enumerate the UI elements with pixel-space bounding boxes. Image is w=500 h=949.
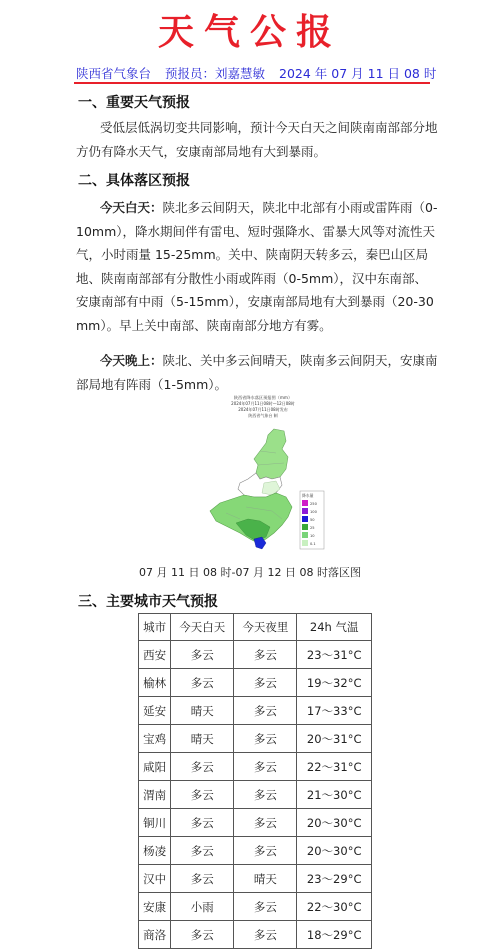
cell-day-weather: 多云	[171, 837, 234, 865]
legend-label: 250	[310, 502, 317, 506]
cell-temperature: 17～33°C	[297, 697, 372, 725]
cell-night-weather: 晴天	[234, 865, 297, 893]
cell-temperature: 20～31°C	[297, 725, 372, 753]
legend-swatch	[302, 500, 308, 506]
cell-day-weather: 小雨	[171, 893, 234, 921]
legend-swatch	[302, 508, 308, 514]
cell-city: 安康	[139, 893, 171, 921]
cell-night-weather: 多云	[234, 669, 297, 697]
table-row	[139, 865, 372, 893]
night-label: 今天晚上：	[100, 353, 163, 368]
cell-day-weather: 多云	[171, 809, 234, 837]
cell-night-weather: 多云	[234, 809, 297, 837]
cell-city: 延安	[139, 697, 171, 725]
cell-night-weather: 多云	[234, 921, 297, 949]
cell-temperature: 22～31°C	[297, 753, 372, 781]
precipitation-map	[196, 393, 330, 563]
agency: 陕西省气象台	[76, 66, 152, 81]
cell-city: 商洛	[139, 921, 171, 949]
cell-day-weather: 晴天	[171, 725, 234, 753]
map-title-1: 陕西省降水落区预报图（mm）	[233, 395, 293, 400]
table-row	[139, 781, 372, 809]
table-header-row	[139, 614, 372, 641]
cell-day-weather: 多云	[171, 641, 234, 669]
cell-city: 汉中	[139, 865, 171, 893]
night-forecast	[76, 349, 438, 396]
legend-swatch	[302, 516, 308, 522]
legend-swatch	[302, 532, 308, 538]
legend-swatch	[302, 524, 308, 530]
col-header-temp: 24h 气温	[297, 614, 372, 641]
cell-day-weather: 多云	[171, 753, 234, 781]
cell-night-weather: 多云	[234, 837, 297, 865]
map-title-4: 陕西省气象台 制	[248, 413, 278, 418]
col-header-day: 今天白天	[171, 614, 234, 641]
map-legend-title: 降水量	[302, 493, 314, 498]
cell-city: 咸阳	[139, 753, 171, 781]
bulletin-title: 天气公报	[157, 12, 342, 53]
cell-day-weather: 多云	[171, 921, 234, 949]
cell-night-weather: 多云	[234, 725, 297, 753]
legend-label: 50	[310, 518, 315, 522]
cell-temperature: 23～29°C	[297, 865, 372, 893]
cell-temperature: 20～30°C	[297, 837, 372, 865]
cell-temperature: 19～32°C	[297, 669, 372, 697]
night-text: 陕北、关中多云间晴天，陕南多云间阴天，安康南部局地有阵雨（1-5mm）。	[76, 353, 438, 392]
daytime-label: 今天白天：	[100, 200, 163, 215]
cell-city: 铜川	[139, 809, 171, 837]
cell-temperature: 18～29°C	[297, 921, 372, 949]
cell-night-weather: 多云	[234, 781, 297, 809]
table-row	[139, 809, 372, 837]
table-row	[139, 669, 372, 697]
table-row	[139, 725, 372, 753]
cell-day-weather: 晴天	[171, 697, 234, 725]
legend-label: 100	[310, 510, 317, 514]
forecaster: 预报员：刘嘉慧敏	[165, 66, 266, 81]
table-row	[139, 697, 372, 725]
cell-day-weather: 多云	[171, 669, 234, 697]
table-row	[139, 837, 372, 865]
section-heading-important: 一、重要天气预报	[78, 95, 190, 111]
col-header-city: 城市	[139, 614, 171, 641]
table-row	[139, 641, 372, 669]
cell-night-weather: 多云	[234, 753, 297, 781]
cell-temperature: 22～30°C	[297, 893, 372, 921]
map-caption: 07 月 11 日 08 时-07 月 12 日 08 时落区图	[139, 566, 361, 579]
cell-day-weather: 多云	[171, 865, 234, 893]
cell-temperature: 23～31°C	[297, 641, 372, 669]
header-rule	[74, 82, 430, 84]
table-row	[139, 893, 372, 921]
section-heading-cities: 三、主要城市天气预报	[78, 594, 218, 610]
col-header-night: 今天夜里	[234, 614, 297, 641]
map-title-3: 2024年07月11日08时发布	[238, 407, 288, 412]
cell-city: 渭南	[139, 781, 171, 809]
legend-label: 0.1	[310, 542, 316, 546]
cell-city: 西安	[139, 641, 171, 669]
precipitation-map-svg	[196, 393, 330, 563]
cell-night-weather: 多云	[234, 893, 297, 921]
cell-day-weather: 多云	[171, 781, 234, 809]
map-title-2: 2024年07月11日08时—12日08时	[231, 401, 295, 406]
cell-city: 宝鸡	[139, 725, 171, 753]
cell-temperature: 20～30°C	[297, 809, 372, 837]
cell-temperature: 21～30°C	[297, 781, 372, 809]
daytime-text: 陕北多云间阴天，陕北中北部有小雨或雷阵雨（0-10mm），降水期间伴有雷电、短时强降水、雷暴大风等对流性天气，小时雨量 15-25mm。关中、陕南阴天转多云，秦巴山区局地、陕南南部部有分散性小雨或阵雨（0-5mm），汉中东南部、安康南部有中雨（5-15mm），安康南部局地有大到暴雨（20-30mm）。早上关中南部、陕南南部分地方有雾。	[76, 200, 438, 333]
cell-night-weather: 多云	[234, 697, 297, 725]
legend-label: 10	[310, 534, 315, 538]
city-forecast-table	[138, 613, 372, 949]
section-heading-area: 二、具体落区预报	[78, 173, 190, 189]
issue-datetime: 2024 年 07 月 11 日 08 时	[279, 66, 437, 81]
table-row	[139, 921, 372, 949]
legend-swatch	[302, 540, 308, 546]
cell-city: 杨凌	[139, 837, 171, 865]
table-row	[139, 753, 372, 781]
cell-city: 榆林	[139, 669, 171, 697]
cell-night-weather: 多云	[234, 641, 297, 669]
legend-label: 25	[310, 526, 315, 530]
daytime-forecast	[76, 196, 438, 337]
bulletin-meta	[76, 64, 446, 82]
important-forecast-text: 受低层低涡切变共同影响，预计今天白天之间陕南南部部分地方仍有降水天气，安康南部局地有大到暴雨。	[76, 120, 438, 159]
map-region-north	[254, 429, 288, 479]
